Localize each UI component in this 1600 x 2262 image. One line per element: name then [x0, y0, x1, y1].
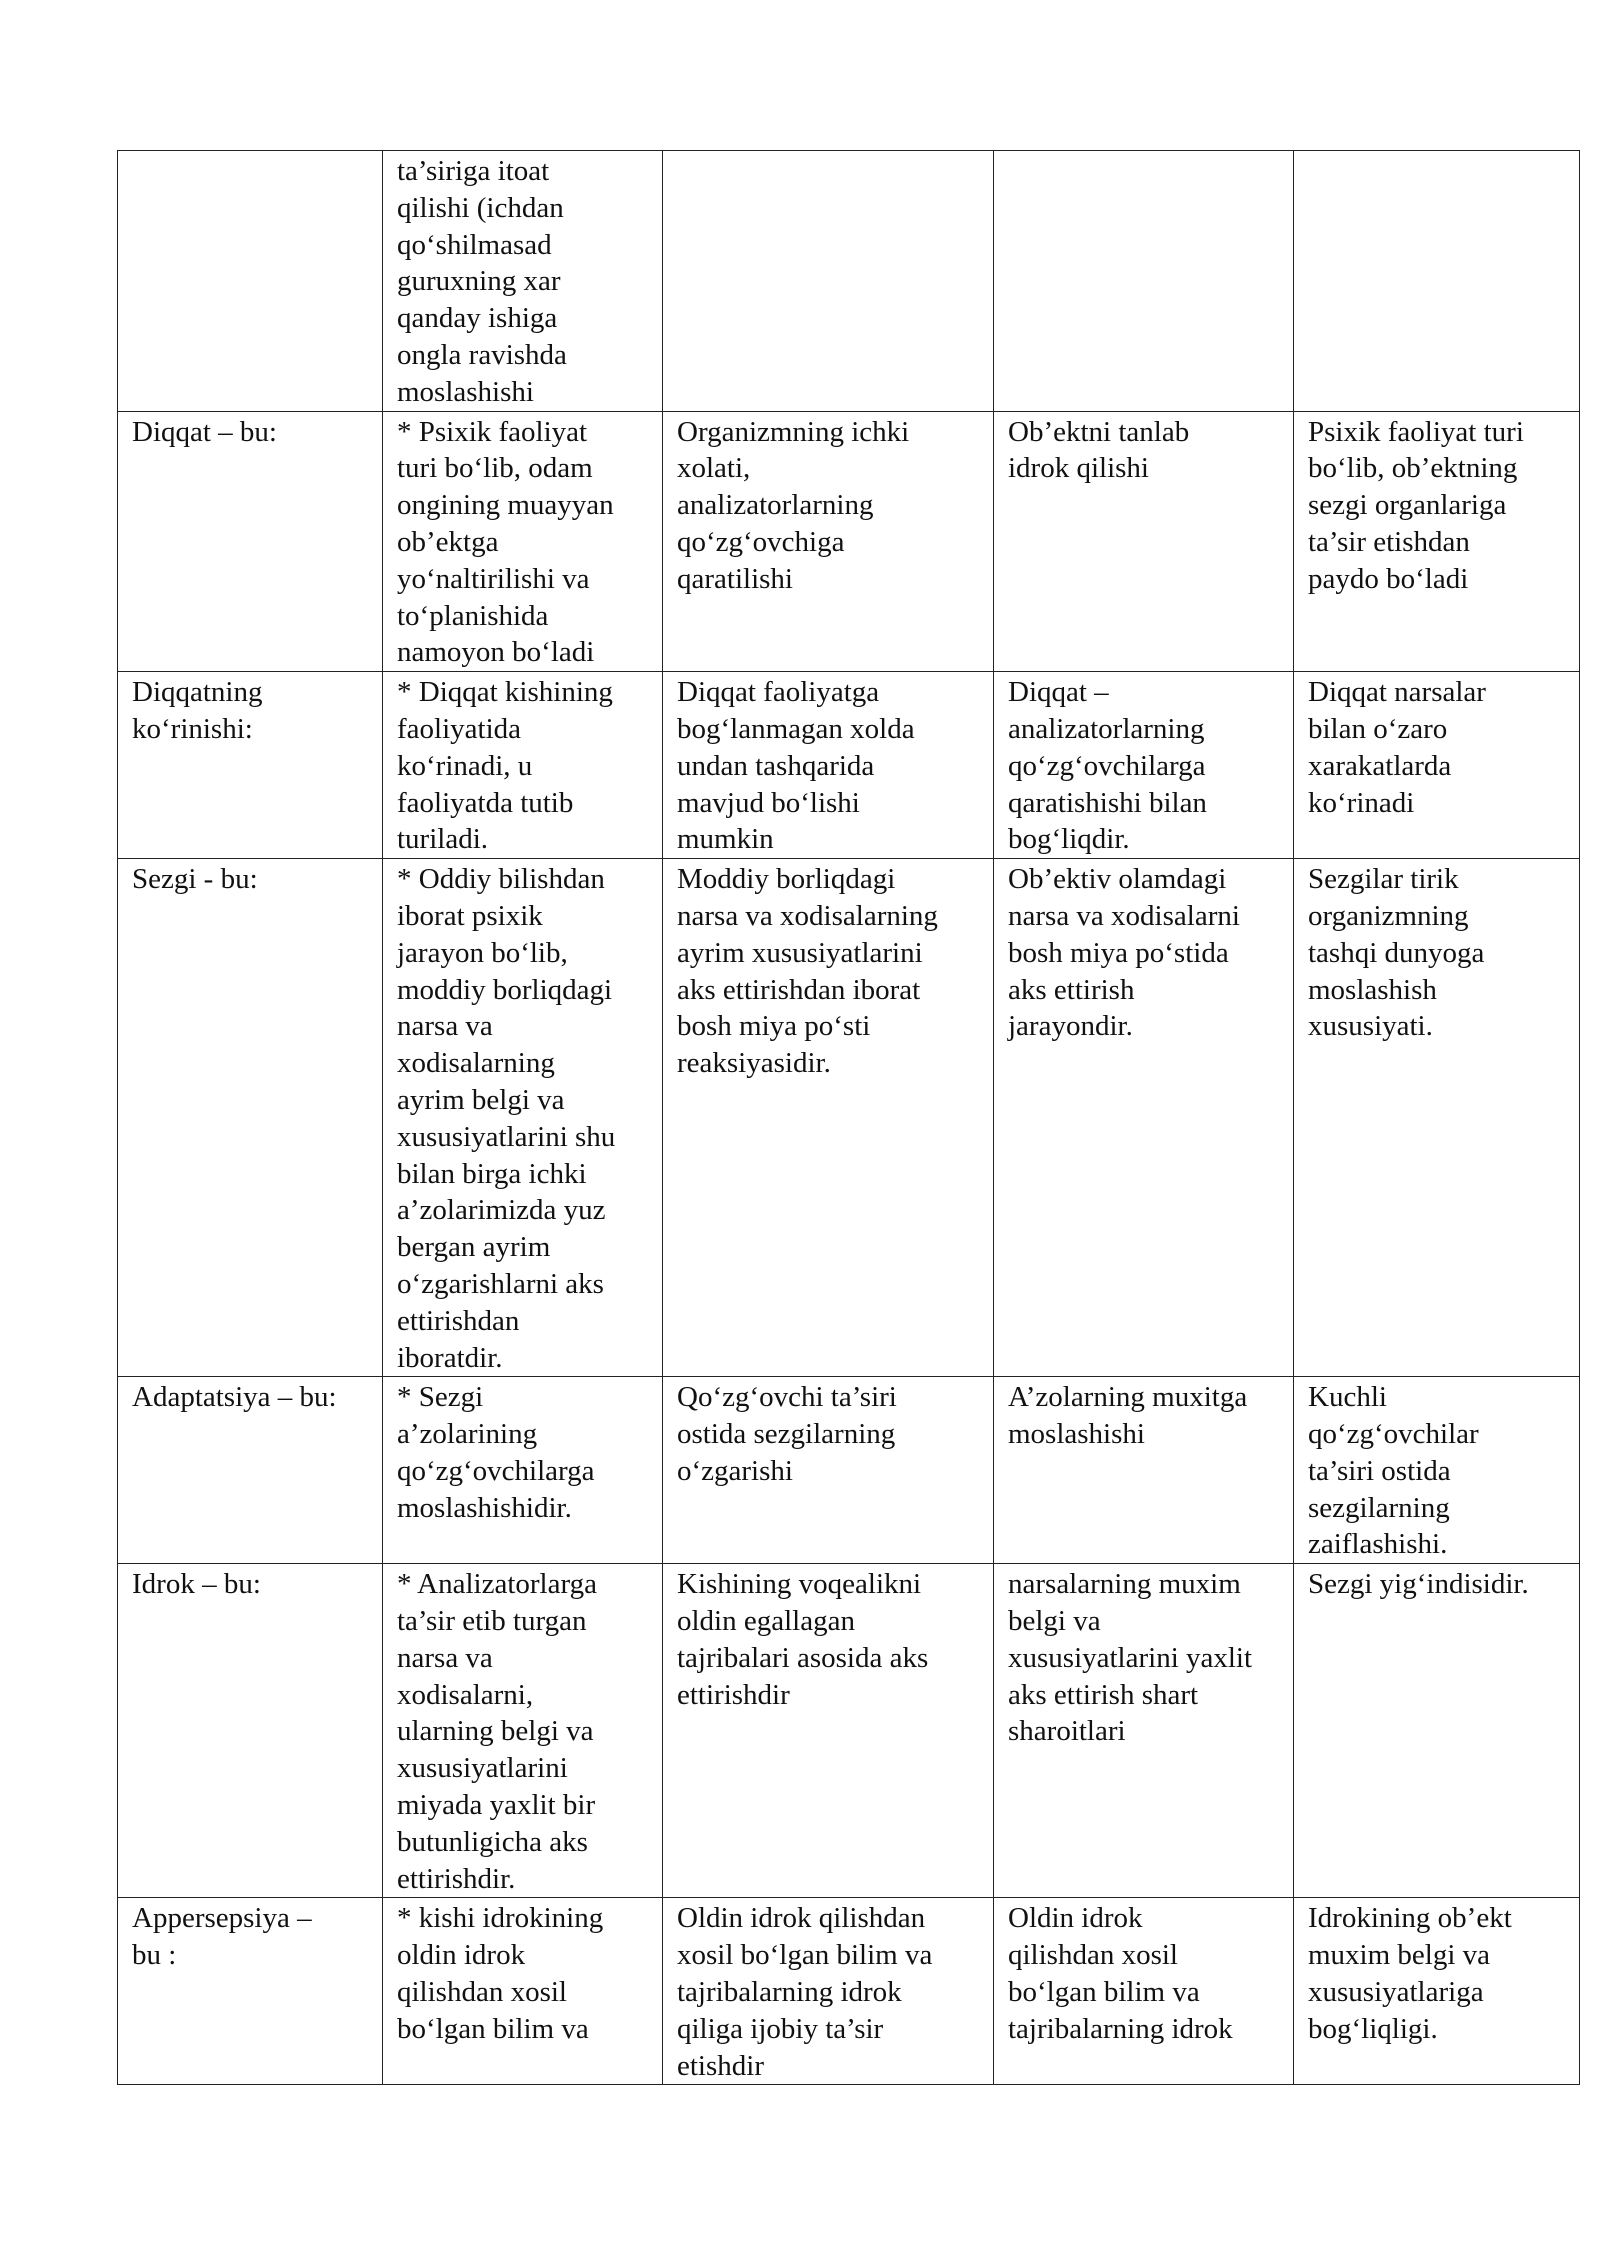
option-cell: Idrokining ob’ekt muxim belgi va xususiyatlariga bog‘liqligi. — [1294, 1898, 1580, 2085]
definition-cell: * Psixik faoliyat turi bo‘lib, odam ongining muayyan ob’ektga yo‘naltirilishi va to‘planishida namoyon bo‘ladi — [383, 411, 663, 672]
option-cell: Ob’ektni tanlab idrok qilishi — [994, 411, 1294, 672]
option-cell: Ob’ektiv olamdagi narsa va xodisalarni bosh miya po‘stida aks ettirish jarayondir. — [994, 859, 1294, 1377]
option-cell: Sezgilar tirik organizmning tashqi dunyoga moslashish xususiyati. — [1294, 859, 1580, 1377]
option-cell: Organizmning ichki xolati, analizatorlarning qo‘zg‘ovchiga qaratilishi — [663, 411, 994, 672]
option-cell: Oldin idrok qilishdan xosil bo‘lgan bilim va tajribalarning idrok — [994, 1898, 1294, 2085]
term-cell: Diqqatning ko‘rinishi: — [118, 672, 383, 859]
option-cell: narsalarning muxim belgi va xususiyatlarini yaxlit aks ettirish shart sharoitlari — [994, 1564, 1294, 1898]
option-cell — [663, 151, 994, 412]
table-row — [118, 151, 1580, 412]
definition-cell: * Sezgi a’zolarining qo‘zg‘ovchilarga moslashishidir. — [383, 1377, 663, 1564]
option-cell: Oldin idrok qilishdan xosil bo‘lgan bilim va tajribalarning idrok qiliga ijobiy ta’sir etishdir — [663, 1898, 994, 2085]
option-cell — [1294, 151, 1580, 412]
term-cell: Idrok – bu: — [118, 1564, 383, 1898]
option-cell: Qo‘zg‘ovchi ta’siri ostida sezgilarning o‘zgarishi — [663, 1377, 994, 1564]
term-cell: Appersepsiya – bu : — [118, 1898, 383, 2085]
table-row — [118, 1564, 1580, 1898]
table-row — [118, 1377, 1580, 1564]
option-cell — [994, 151, 1294, 412]
option-cell: Moddiy borliqdagi narsa va xodisalarning ayrim xususiyatlarini aks ettirishdan iborat bosh miya po‘sti reaksiyasidir. — [663, 859, 994, 1377]
option-cell: A’zolarning muxitga moslashishi — [994, 1377, 1294, 1564]
term-cell: Adaptatsiya – bu: — [118, 1377, 383, 1564]
table-row — [118, 672, 1580, 859]
option-cell: Diqqat – analizatorlarning qo‘zg‘ovchilarga qaratishishi bilan bog‘liqdir. — [994, 672, 1294, 859]
definition-cell: ta’siriga itoat qilishi (ichdan qo‘shilmasad guruxning xar qanday ishiga ongla ravishda moslashishi — [383, 151, 663, 412]
term-cell: Sezgi - bu: — [118, 859, 383, 1377]
table-row — [118, 411, 1580, 672]
term-cell: Diqqat – bu: — [118, 411, 383, 672]
table-row — [118, 859, 1580, 1377]
definition-cell: * Diqqat kishining faoliyatida ko‘rinadi, u faoliyatda tutib turiladi. — [383, 672, 663, 859]
table-row — [118, 1898, 1580, 2085]
option-cell: Diqqat faoliyatga bog‘lanmagan xolda undan tashqarida mavjud bo‘lishi mumkin — [663, 672, 994, 859]
option-cell: Kishining voqealikni oldin egallagan tajribalari asosida aks ettirishdir — [663, 1564, 994, 1898]
definition-cell: * kishi idrokining oldin idrok qilishdan xosil bo‘lgan bilim va — [383, 1898, 663, 2085]
option-cell: Kuchli qo‘zg‘ovchilar ta’siri ostida sezgilarning zaiflashishi. — [1294, 1377, 1580, 1564]
definition-cell: * Analizatorlarga ta’sir etib turgan narsa va xodisalarni, ularning belgi va xususiyatlarini miyada yaxlit bir butunligicha aks ettirishdir. — [383, 1564, 663, 1898]
option-cell: Diqqat narsalar bilan o‘zaro xarakatlarda ko‘rinadi — [1294, 672, 1580, 859]
definition-cell: * Oddiy bilishdan iborat psixik jarayon bo‘lib, moddiy borliqdagi narsa va xodisalarning ayrim belgi va xususiyatlarini shu bilan birga ichki a’zolarimizda yuz bergan ayrim o‘zgarishlarni aks ettirishdan iboratdir. — [383, 859, 663, 1377]
definitions-table — [117, 150, 1580, 2085]
option-cell: Psixik faoliyat turi bo‘lib, ob’ektning sezgi organlariga ta’sir etishdan paydo bo‘ladi — [1294, 411, 1580, 672]
option-cell: Sezgi yig‘indisidir. — [1294, 1564, 1580, 1898]
term-cell — [118, 151, 383, 412]
